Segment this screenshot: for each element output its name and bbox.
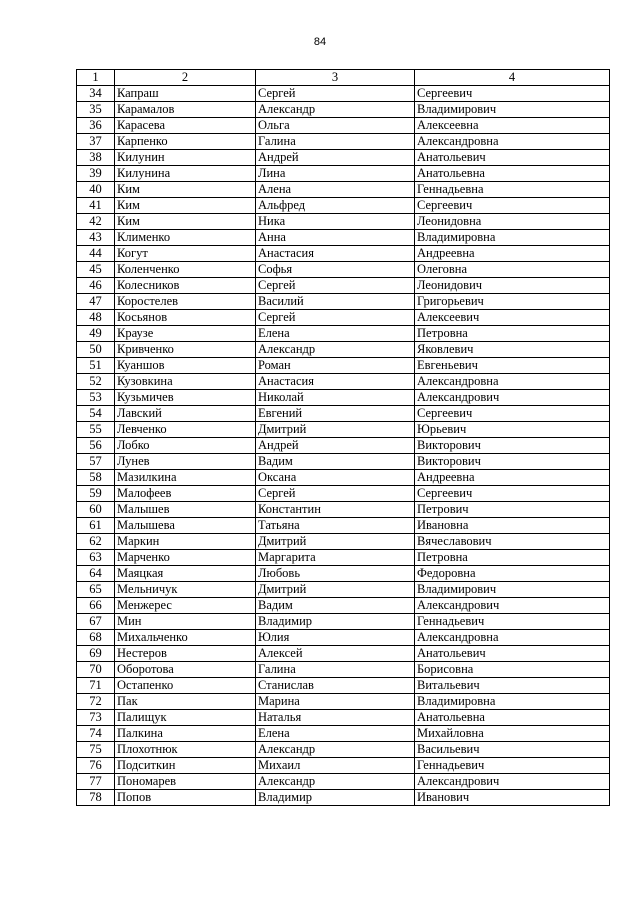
surname: Клименко (115, 230, 256, 246)
row-number: 68 (77, 630, 115, 646)
patronymic: Витальевич (415, 678, 610, 694)
patronymic: Яковлевич (415, 342, 610, 358)
table-row (77, 694, 610, 710)
row-number: 78 (77, 790, 115, 806)
table-row (77, 614, 610, 630)
first-name: Сергей (256, 310, 415, 326)
row-number: 46 (77, 278, 115, 294)
row-number: 48 (77, 310, 115, 326)
row-number: 53 (77, 390, 115, 406)
surname: Карамалов (115, 102, 256, 118)
patronymic: Юрьевич (415, 422, 610, 438)
surname: Карпенко (115, 134, 256, 150)
table-row (77, 390, 610, 406)
header-col-3: 3 (256, 70, 415, 86)
row-number: 69 (77, 646, 115, 662)
table-row (77, 486, 610, 502)
patronymic: Геннадьевич (415, 758, 610, 774)
surname: Лавский (115, 406, 256, 422)
patronymic: Геннадьевна (415, 182, 610, 198)
first-name: Галина (256, 662, 415, 678)
table-row (77, 790, 610, 806)
patronymic: Александрович (415, 390, 610, 406)
first-name: Владимир (256, 614, 415, 630)
table-row (77, 262, 610, 278)
table-row (77, 230, 610, 246)
first-name: Александр (256, 774, 415, 790)
row-number: 73 (77, 710, 115, 726)
first-name: Владимир (256, 790, 415, 806)
row-number: 63 (77, 550, 115, 566)
table-row (77, 182, 610, 198)
first-name: Галина (256, 134, 415, 150)
table-body (77, 86, 610, 806)
surname: Плохотнюк (115, 742, 256, 758)
table-row (77, 662, 610, 678)
table-row (77, 358, 610, 374)
surname: Лунев (115, 454, 256, 470)
row-number: 70 (77, 662, 115, 678)
first-name: Маргарита (256, 550, 415, 566)
surname: Косьянов (115, 310, 256, 326)
row-number: 66 (77, 598, 115, 614)
first-name: Алексей (256, 646, 415, 662)
surname: Маркин (115, 534, 256, 550)
first-name: Оксана (256, 470, 415, 486)
row-number: 41 (77, 198, 115, 214)
surname: Оборотова (115, 662, 256, 678)
table-row (77, 326, 610, 342)
surname: Пономарев (115, 774, 256, 790)
page-number: 84 (313, 36, 327, 48)
patronymic: Вячеславович (415, 534, 610, 550)
first-name: Александр (256, 342, 415, 358)
table-header (77, 70, 610, 86)
first-name: Евгений (256, 406, 415, 422)
row-number: 40 (77, 182, 115, 198)
first-name: Сергей (256, 278, 415, 294)
first-name: Алена (256, 182, 415, 198)
patronymic: Андреевна (415, 246, 610, 262)
first-name: Андрей (256, 150, 415, 166)
patronymic: Александровна (415, 630, 610, 646)
row-number: 75 (77, 742, 115, 758)
row-number: 37 (77, 134, 115, 150)
row-number: 52 (77, 374, 115, 390)
surname: Малышева (115, 518, 256, 534)
table-row (77, 646, 610, 662)
first-name: Татьяна (256, 518, 415, 534)
patronymic: Алексеевич (415, 310, 610, 326)
surname: Левченко (115, 422, 256, 438)
table-row (77, 118, 610, 134)
table-row (77, 502, 610, 518)
row-number: 72 (77, 694, 115, 710)
surname: Ким (115, 198, 256, 214)
first-name: Лина (256, 166, 415, 182)
patronymic: Григорьевич (415, 294, 610, 310)
table-row (77, 310, 610, 326)
first-name: Станислав (256, 678, 415, 694)
first-name: Марина (256, 694, 415, 710)
surname: Куаншов (115, 358, 256, 374)
surname: Ким (115, 214, 256, 230)
row-number: 36 (77, 118, 115, 134)
row-number: 42 (77, 214, 115, 230)
row-number: 76 (77, 758, 115, 774)
row-number: 61 (77, 518, 115, 534)
table-row (77, 454, 610, 470)
surname: Килунин (115, 150, 256, 166)
first-name: Ника (256, 214, 415, 230)
table-row (77, 422, 610, 438)
first-name: Любовь (256, 566, 415, 582)
first-name: Софья (256, 262, 415, 278)
table-row (77, 278, 610, 294)
patronymic: Анатольевна (415, 710, 610, 726)
table-row (77, 550, 610, 566)
table-row (77, 742, 610, 758)
first-name: Юлия (256, 630, 415, 646)
surname: Когут (115, 246, 256, 262)
first-name: Дмитрий (256, 422, 415, 438)
patronymic: Сергеевич (415, 406, 610, 422)
surname: Коленченко (115, 262, 256, 278)
table-row (77, 166, 610, 182)
row-number: 43 (77, 230, 115, 246)
surname: Малышев (115, 502, 256, 518)
surname: Палищук (115, 710, 256, 726)
row-number: 77 (77, 774, 115, 790)
first-name: Анастасия (256, 246, 415, 262)
surname: Кривченко (115, 342, 256, 358)
row-number: 47 (77, 294, 115, 310)
table-row (77, 678, 610, 694)
surname: Пак (115, 694, 256, 710)
patronymic: Владимировна (415, 230, 610, 246)
first-name: Сергей (256, 486, 415, 502)
patronymic: Викторович (415, 438, 610, 454)
row-number: 64 (77, 566, 115, 582)
row-number: 38 (77, 150, 115, 166)
patronymic: Геннадьевич (415, 614, 610, 630)
patronymic: Ивановна (415, 518, 610, 534)
row-number: 49 (77, 326, 115, 342)
patronymic: Олеговна (415, 262, 610, 278)
patronymic: Васильевич (415, 742, 610, 758)
first-name: Елена (256, 726, 415, 742)
patronymic: Александрович (415, 598, 610, 614)
patronymic: Михайловна (415, 726, 610, 742)
surname: Лобко (115, 438, 256, 454)
surname: Остапенко (115, 678, 256, 694)
first-name: Александр (256, 742, 415, 758)
patronymic: Петровна (415, 326, 610, 342)
surname: Килунина (115, 166, 256, 182)
patronymic: Андреевна (415, 470, 610, 486)
table-row (77, 406, 610, 422)
row-number: 62 (77, 534, 115, 550)
surname: Колесников (115, 278, 256, 294)
patronymic: Анатольевич (415, 150, 610, 166)
table-row (77, 246, 610, 262)
surname: Михальченко (115, 630, 256, 646)
header-col-4: 4 (415, 70, 610, 86)
first-name: Константин (256, 502, 415, 518)
first-name: Вадим (256, 598, 415, 614)
row-number: 65 (77, 582, 115, 598)
table-row (77, 294, 610, 310)
row-number: 67 (77, 614, 115, 630)
table-row (77, 566, 610, 582)
patronymic: Петровна (415, 550, 610, 566)
row-number: 71 (77, 678, 115, 694)
surname: Попов (115, 790, 256, 806)
table-row (77, 198, 610, 214)
patronymic: Сергеевич (415, 198, 610, 214)
patronymic: Алексеевна (415, 118, 610, 134)
patronymic: Сергеевич (415, 86, 610, 102)
table-row (77, 518, 610, 534)
table-row (77, 774, 610, 790)
surname: Малофеев (115, 486, 256, 502)
surname: Кузовкина (115, 374, 256, 390)
first-name: Вадим (256, 454, 415, 470)
row-number: 51 (77, 358, 115, 374)
table-row (77, 726, 610, 742)
patronymic: Сергеевич (415, 486, 610, 502)
row-number: 57 (77, 454, 115, 470)
row-number: 35 (77, 102, 115, 118)
first-name: Василий (256, 294, 415, 310)
row-number: 60 (77, 502, 115, 518)
table-row (77, 342, 610, 358)
surname: Карасева (115, 118, 256, 134)
row-number: 45 (77, 262, 115, 278)
patronymic: Иванович (415, 790, 610, 806)
patronymic: Владимирович (415, 582, 610, 598)
row-number: 58 (77, 470, 115, 486)
first-name: Роман (256, 358, 415, 374)
first-name: Николай (256, 390, 415, 406)
first-name: Михаил (256, 758, 415, 774)
surname: Марченко (115, 550, 256, 566)
row-number: 34 (77, 86, 115, 102)
table-row (77, 86, 610, 102)
surname: Мазилкина (115, 470, 256, 486)
row-number: 55 (77, 422, 115, 438)
table-row (77, 598, 610, 614)
row-number: 44 (77, 246, 115, 262)
table-row (77, 150, 610, 166)
patronymic: Александрович (415, 774, 610, 790)
first-name: Александр (256, 102, 415, 118)
patronymic: Федоровна (415, 566, 610, 582)
surname: Маяцкая (115, 566, 256, 582)
row-number: 50 (77, 342, 115, 358)
row-number: 54 (77, 406, 115, 422)
patronymic: Александровна (415, 374, 610, 390)
surname: Кузьмичев (115, 390, 256, 406)
first-name: Дмитрий (256, 534, 415, 550)
row-number: 39 (77, 166, 115, 182)
patronymic: Борисовна (415, 662, 610, 678)
surname: Мин (115, 614, 256, 630)
first-name: Анна (256, 230, 415, 246)
first-name: Андрей (256, 438, 415, 454)
table-row (77, 214, 610, 230)
patronymic: Леонидовна (415, 214, 610, 230)
patronymic: Владимирович (415, 102, 610, 118)
table-row (77, 534, 610, 550)
table-row (77, 374, 610, 390)
first-name: Дмитрий (256, 582, 415, 598)
patronymic: Леонидович (415, 278, 610, 294)
patronymic: Петрович (415, 502, 610, 518)
row-number: 56 (77, 438, 115, 454)
first-name: Альфред (256, 198, 415, 214)
row-number: 59 (77, 486, 115, 502)
first-name: Сергей (256, 86, 415, 102)
patronymic: Анатольевна (415, 166, 610, 182)
surname: Нестеров (115, 646, 256, 662)
header-col-2: 2 (115, 70, 256, 86)
surname: Подситкин (115, 758, 256, 774)
names-table (76, 69, 610, 806)
row-number: 74 (77, 726, 115, 742)
surname: Менжерес (115, 598, 256, 614)
table-row (77, 470, 610, 486)
first-name: Ольга (256, 118, 415, 134)
patronymic: Евгеньевич (415, 358, 610, 374)
surname: Мельничук (115, 582, 256, 598)
table-row (77, 102, 610, 118)
surname: Ким (115, 182, 256, 198)
surname: Краузе (115, 326, 256, 342)
table-row (77, 710, 610, 726)
header-row (77, 70, 610, 86)
patronymic: Александровна (415, 134, 610, 150)
first-name: Наталья (256, 710, 415, 726)
table-row (77, 630, 610, 646)
table-row (77, 758, 610, 774)
table-row (77, 582, 610, 598)
surname: Палкина (115, 726, 256, 742)
surname: Капраш (115, 86, 256, 102)
header-col-1: 1 (77, 70, 115, 86)
surname: Коростелев (115, 294, 256, 310)
first-name: Елена (256, 326, 415, 342)
patronymic: Викторович (415, 454, 610, 470)
patronymic: Владимировна (415, 694, 610, 710)
first-name: Анастасия (256, 374, 415, 390)
table-row (77, 134, 610, 150)
patronymic: Анатольевич (415, 646, 610, 662)
table-row (77, 438, 610, 454)
